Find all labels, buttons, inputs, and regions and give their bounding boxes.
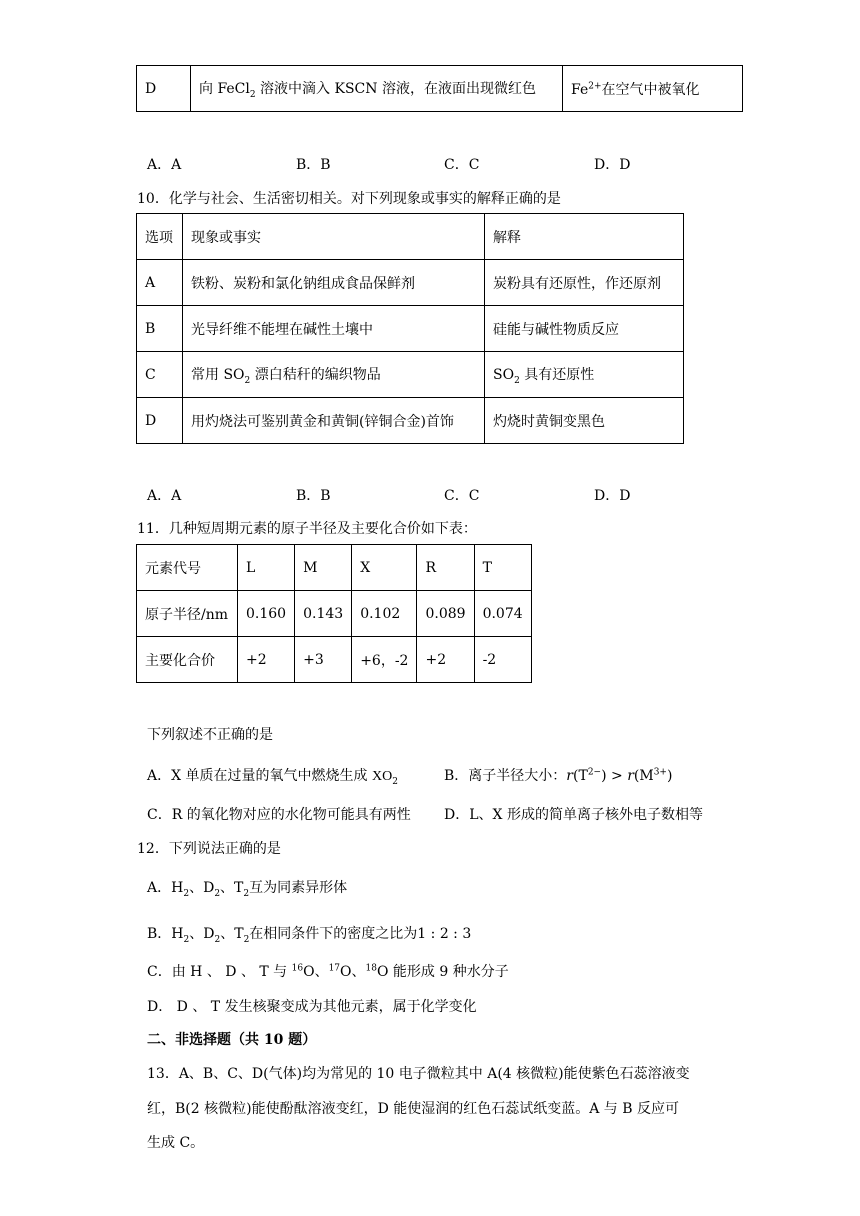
separator: 、	[189, 880, 204, 896]
fact-text: 溶液中滴入 KSCN 溶液，在液面出现微红色	[255, 80, 536, 97]
table-cell-explanation	[485, 352, 684, 398]
formula-h: H	[171, 926, 184, 942]
table-row-label: 原子半径/nm	[137, 591, 238, 637]
separator: 、	[220, 926, 235, 942]
separator: 、	[314, 964, 329, 980]
q9-table	[136, 65, 743, 112]
q12-choice-a[interactable]	[147, 877, 347, 899]
table-row	[137, 214, 684, 260]
expl-text: 具有还原性	[519, 366, 595, 383]
table-cell: 0.102	[352, 591, 417, 637]
choice-text: A．X 单质在过量的氧气中燃烧生成	[147, 768, 372, 784]
subscript: 2	[244, 375, 251, 386]
q11-choice-d[interactable]: D．L、X 形成的简单离子核外电子数相等	[444, 807, 703, 823]
table-cell: 0.074	[474, 591, 531, 637]
choice-label: A．	[147, 880, 172, 896]
table-cell: 0.160	[238, 591, 295, 637]
separator: 、	[189, 926, 204, 942]
table-cell-option: D	[137, 66, 191, 112]
table-cell-explanation: 硅能与碱性物质反应	[485, 306, 684, 352]
q12-choice-d[interactable]: D． D 、 T 发生核聚变成为其他元素，属于化学变化	[147, 999, 477, 1015]
formula-t: T	[234, 926, 244, 942]
q10-table	[136, 213, 684, 444]
choice-text: C．由 H 、 D 、 T 与	[147, 964, 292, 980]
superscript: 2−	[587, 767, 602, 778]
q13-line: 13．A、B、C、D(气体)均为常见的 10 电子微粒其中 A(4 核微粒)能使紫色石蕊溶液变	[147, 1066, 690, 1082]
subscript: 2	[214, 934, 221, 945]
fact-text: 向 FeCl	[199, 80, 250, 97]
superscript: 2+	[588, 80, 602, 91]
q10-stem: 10．化学与社会、生活密切相关。对下列现象或事实的解释正确的是	[137, 191, 561, 207]
subscript: 2	[243, 888, 250, 899]
comparison: ) >	[601, 768, 628, 784]
subscript: 2	[514, 375, 520, 386]
q11-stem: 11．几种短周期元素的原子半径及主要化合价如下表：	[137, 521, 477, 537]
q12-choice-c[interactable]	[147, 961, 509, 981]
choice-text: 在相同条件下的密度之比为	[249, 926, 418, 942]
table-cell: +3	[295, 637, 352, 683]
oxygen: O	[303, 964, 315, 980]
table-cell-fact: 铁粉、炭粉和氯化钠组成食品保鲜剂	[183, 260, 485, 306]
table-cell-explanation: 炭粉具有还原性，作还原剂	[485, 260, 684, 306]
choice-label: B．	[147, 926, 172, 942]
table-row	[137, 66, 743, 112]
section-heading: 二、非选择题（共 10 题）	[147, 1032, 317, 1048]
separator: 、	[220, 880, 235, 896]
table-cell-explanation	[563, 66, 743, 112]
table-cell: 0.143	[295, 591, 352, 637]
table-cell: M	[295, 545, 352, 591]
table-header: 现象或事实	[183, 214, 485, 260]
q12-choice-b[interactable]	[147, 923, 471, 945]
formula: XO	[371, 769, 393, 784]
q11-choice-c[interactable]: C．R 的氧化物对应的水化物可能具有两性	[147, 807, 411, 823]
oxygen: O	[340, 964, 352, 980]
table-cell-explanation: 灼烧时黄铜变黑色	[485, 398, 684, 444]
q11-choice-b[interactable]	[444, 765, 672, 785]
expl-text: Fe	[571, 81, 589, 98]
subscript: 2	[183, 934, 190, 945]
choice-text: 互为同素异形体	[249, 880, 348, 896]
q10-choice-b[interactable]: B．B	[296, 488, 331, 504]
q9-choice-c[interactable]: C．C	[444, 157, 480, 173]
table-header: 解释	[485, 214, 684, 260]
table-header: 选项	[137, 214, 183, 260]
expl-text: SO	[493, 366, 515, 383]
table-cell-option: C	[137, 352, 183, 398]
superscript: 18	[365, 963, 377, 974]
choice-text: B．离子半径大小：	[444, 768, 567, 784]
subscript: 2	[249, 89, 256, 100]
table-row	[137, 352, 684, 398]
choice-text: 能形成 9 种水分子	[388, 964, 509, 980]
q10-choice-d[interactable]: D．D	[594, 488, 631, 504]
q13-line: 生成 C。	[147, 1135, 205, 1151]
formula-h: H	[171, 880, 184, 896]
table-row-label: 主要化合价	[137, 637, 238, 683]
table-cell: 0.089	[417, 591, 474, 637]
table-cell-fact	[191, 66, 563, 112]
radius-symbol: r	[566, 768, 573, 784]
superscript: 3+	[653, 767, 667, 778]
subscript: 2	[183, 888, 190, 899]
q12-stem: 12．下列说法正确的是	[137, 841, 281, 857]
superscript: 16	[291, 963, 304, 974]
ion-m: (M	[633, 768, 654, 784]
table-row-label: 元素代号	[137, 545, 238, 591]
formula-d: D	[203, 880, 215, 896]
paren: )	[666, 768, 673, 784]
table-row	[137, 591, 532, 637]
q11-choice-a[interactable]	[147, 765, 398, 787]
q10-choice-a[interactable]: A．A	[147, 488, 182, 504]
table-row	[137, 545, 532, 591]
separator: 、	[351, 964, 366, 980]
q9-choice-d[interactable]: D．D	[594, 157, 631, 173]
ion-t: (T	[573, 768, 588, 784]
ratio: 1 : 2 : 3	[417, 926, 472, 942]
table-cell: R	[417, 545, 474, 591]
table-cell-fact: 用灼烧法可鉴别黄金和黄铜(锌铜合金)首饰	[183, 398, 485, 444]
q9-choice-b[interactable]: B．B	[296, 157, 331, 173]
subscript: 2	[214, 888, 221, 899]
superscript: 17	[328, 963, 341, 974]
table-cell-option: B	[137, 306, 183, 352]
q11-table	[136, 544, 532, 683]
oxygen: O	[376, 964, 389, 980]
formula-t: T	[234, 880, 244, 896]
subscript: 2	[392, 776, 398, 787]
table-cell: X	[352, 545, 417, 591]
q9-choice-a[interactable]: A．A	[147, 157, 182, 173]
table-cell: T	[474, 545, 531, 591]
q10-choice-c[interactable]: C．C	[444, 488, 480, 504]
table-cell: +2	[238, 637, 295, 683]
q13-line: 红，B(2 核微粒)能使酚酞溶液变红，D 能使湿润的红色石蕊试纸变蓝。A 与 B 反应可	[147, 1101, 679, 1117]
table-row	[137, 260, 684, 306]
table-cell: L	[238, 545, 295, 591]
table-cell-option: A	[137, 260, 183, 306]
q11-prompt: 下列叙述不正确的是	[147, 727, 273, 743]
radius-symbol: r	[627, 768, 634, 784]
formula-d: D	[203, 926, 215, 942]
table-cell: +2	[417, 637, 474, 683]
table-cell-fact	[183, 352, 485, 398]
expl-text: 在空气中被氧化	[601, 81, 700, 98]
table-cell-fact: 光导纤维不能埋在碱性土壤中	[183, 306, 485, 352]
fact-text: 常用 SO	[191, 366, 245, 383]
subscript: 2	[243, 934, 250, 945]
table-row	[137, 306, 684, 352]
table-cell: -2	[474, 637, 531, 683]
table-cell: +6，-2	[352, 637, 417, 683]
fact-text: 漂白秸秆的编织物品	[250, 366, 381, 383]
table-row	[137, 398, 684, 444]
table-row	[137, 637, 532, 683]
table-cell-option: D	[137, 398, 183, 444]
